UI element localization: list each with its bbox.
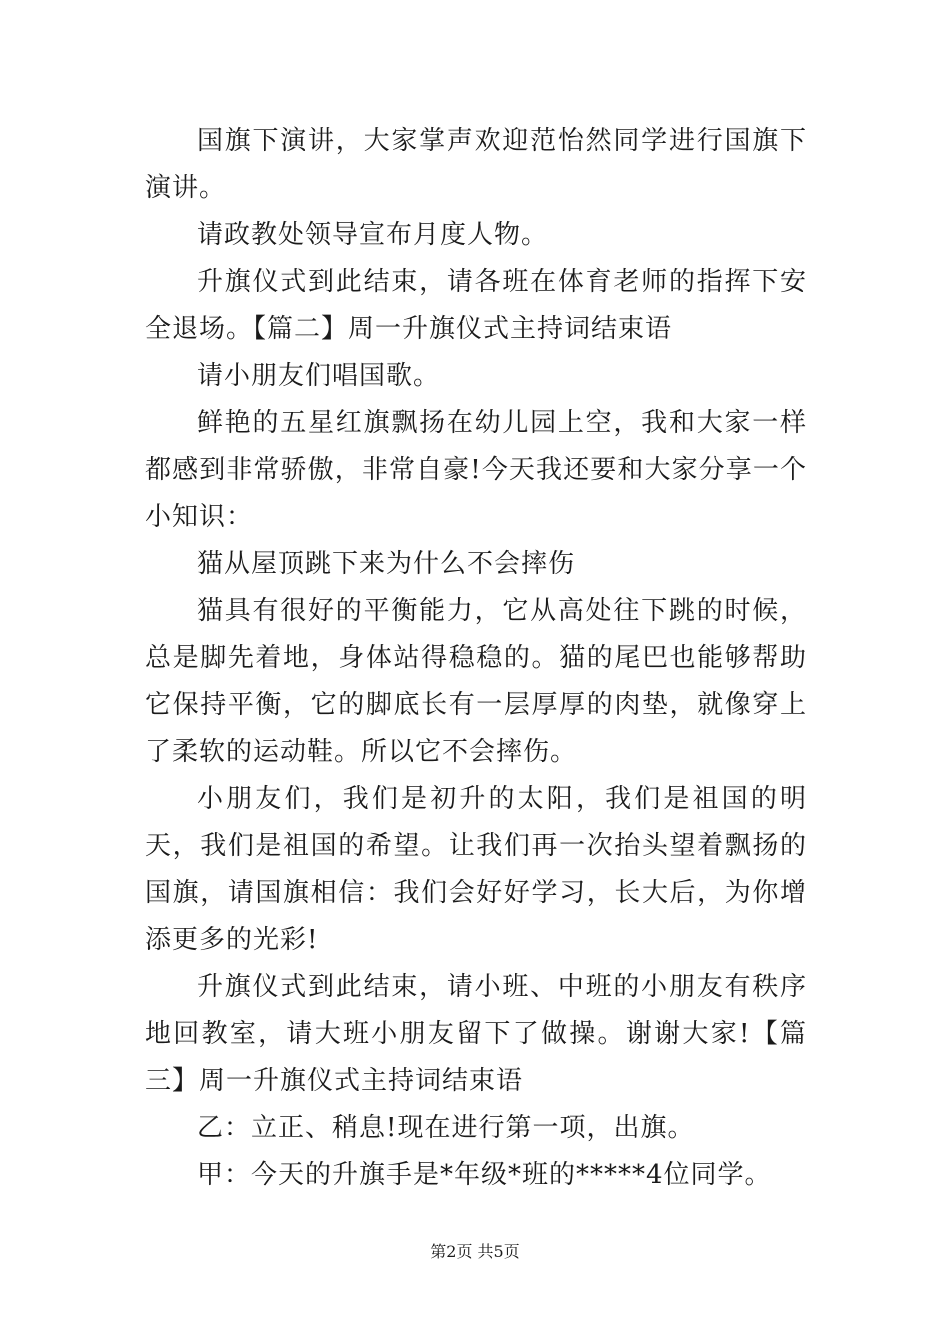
document-body (145, 118, 807, 1199)
paragraph: 请小朋友们唱国歌。 (197, 361, 441, 391)
paragraph: 猫从屋顶跳下来为什么不会摔伤 (197, 549, 576, 579)
paragraph: 鲜艳的五星红旗飘扬在幼儿园上空，我和大家一样都感到非常骄傲，非常自豪!今天我还要和大家分享一个小知识： (145, 408, 807, 532)
paragraph: 小朋友们，我们是初升的太阳，我们是祖国的明天，我们是祖国的希望。让我们再一次抬头望着飘扬的国旗，请国旗相信：我们会好好学习，长大后，为你增添更多的光彩! (145, 784, 807, 955)
paragraph: 甲：今天的升旗手是*年级*班的*****4位同学。 (197, 1160, 772, 1190)
paragraph: 升旗仪式到此结束，请小班、中班的小朋友有秩序地回教室，请大班小朋友留下了做操。谢谢大家!【篇三】周一升旗仪式主持词结束语 (145, 972, 807, 1096)
paragraph: 猫具有很好的平衡能力，它从高处往下跳的时候，总是脚先着地，身体站得稳稳的。猫的尾巴也能够帮助它保持平衡，它的脚底长有一层厚厚的肉垫，就像穿上了柔软的运动鞋。所以它不会摔伤。 (145, 596, 807, 767)
paragraph: 乙：立正、稍息!现在进行第一项，出旗。 (197, 1113, 695, 1143)
paragraph: 升旗仪式到此结束，请各班在体育老师的指挥下安全退场。【篇二】周一升旗仪式主持词结束语 (145, 267, 807, 344)
paragraph: 国旗下演讲，大家掌声欢迎范怡然同学进行国旗下演讲。 (145, 126, 807, 203)
page-number-footer: 第2页 共5页 (430, 1242, 520, 1261)
paragraph: 请政教处领导宣布月度人物。 (197, 220, 549, 250)
